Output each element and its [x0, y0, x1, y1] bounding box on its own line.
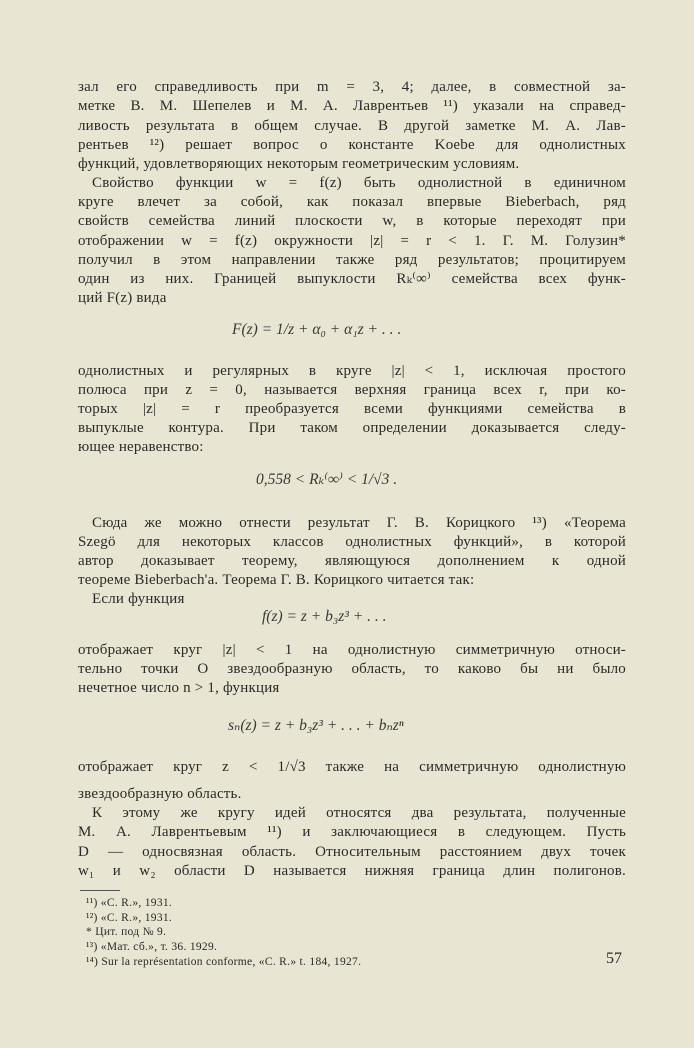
text-line: теореме Bieberbach'a. Теорема Г. В. Корицкого читается так: [78, 572, 475, 588]
math-formula: f(z) = z + b₃z³ + . . . [262, 608, 387, 625]
text-line: полюса при z = 0, называется верхняя граница всех r, при ко- [78, 382, 626, 398]
text-line: w₁ и w₂ области D называется нижняя граница длин полигонов. [78, 863, 626, 879]
text-line: К этому же кругу идей относятся два результата, полученные [92, 805, 626, 821]
text-line: автор доказывает теорему, являющуюся дополнением к одной [78, 553, 626, 569]
math-formula: sₙ(z) = z + b₃z³ + . . . + bₙzⁿ [228, 717, 404, 734]
text-line: звездообразную область. [78, 786, 242, 802]
text-line: получил в этом направлении также ряд результатов; процитируем [78, 252, 626, 268]
text-line: отображении w = f(z) окружности |z| = r < 1. Г. М. Голузин* [78, 233, 626, 249]
text-line: тельно точки O звездообразную область, то каково бы ни было [78, 661, 626, 677]
text-line: функций, удовлетворяющих некоторым геометрическим условиям. [78, 156, 520, 172]
text-line: рентьев ¹²) решает вопрос о константе Koebe для однолистных [78, 137, 626, 153]
footnote: ¹⁴) Sur la représentation conforme, «C. R.» t. 184, 1927. [86, 956, 362, 968]
text-line: ющее неравенство: [78, 439, 204, 455]
text-line: D — односвязная область. Относительным расстоянием двух точек [78, 844, 626, 860]
footnote: ¹³) «Мат. сб.», т. 36. 1929. [86, 941, 218, 953]
text-line: Если функция [92, 591, 185, 607]
page-number: 57 [606, 950, 622, 967]
text-line: ций F(z) вида [78, 290, 167, 306]
text-line: Szegö для некоторых классов однолистных функций», в которой [78, 534, 626, 550]
text-line: отображает круг z < 1/√3 также на симметричную однолистную [78, 759, 626, 775]
text-line: М. А. Лаврентьевым ¹¹) и заключающиеся в следующем. Пусть [78, 824, 626, 840]
footnote: ¹²) «C. R.», 1931. [86, 912, 173, 924]
text-line: торых |z| = r преобразуется всеми функциями семейства в [78, 401, 626, 417]
text-line: однолистных и регулярных в круге |z| < 1, исключая простого [78, 363, 626, 379]
text-line: отображает круг |z| < 1 на однолистную симметричную относи- [78, 642, 626, 658]
footnote-divider [80, 890, 120, 891]
text-line: ливость результата в общем случае. В другой заметке М. А. Лав- [78, 118, 626, 134]
text-line: выпуклые контура. При таком определении доказывается следу- [78, 420, 626, 436]
footnote: * Цит. под № 9. [86, 926, 167, 938]
text-line: один из них. Границей выпуклости Rₖ⁽∞⁾ семейства всех функ- [78, 271, 626, 287]
text-line: зал его справедливость при m = 3, 4; далее, в совместной за- [78, 79, 626, 95]
text-line: нечетное число n > 1, функция [78, 680, 280, 696]
text-line: Сюда же можно отнести результат Г. В. Корицкого ¹³) «Теорема [92, 515, 626, 531]
text-line: Свойство функции w = f(z) быть однолистной в единичном [92, 175, 626, 191]
footnote: ¹¹) «C. R.», 1931. [86, 897, 173, 909]
math-formula: 0,558 < Rₖ⁽∞⁾ < 1/√3 . [256, 471, 398, 488]
math-formula: F(z) = 1/z + α₀ + α₁z + . . . [232, 321, 402, 338]
text-line: круге влечет за собой, как показал впервые Bieberbach, ряд [78, 194, 626, 210]
text-line: свойств семейства линий плоскости w, в которые переходят при [78, 213, 626, 229]
text-line: метке В. М. Шепелев и М. А. Лаврентьев ¹¹) указали на справед- [78, 98, 626, 114]
